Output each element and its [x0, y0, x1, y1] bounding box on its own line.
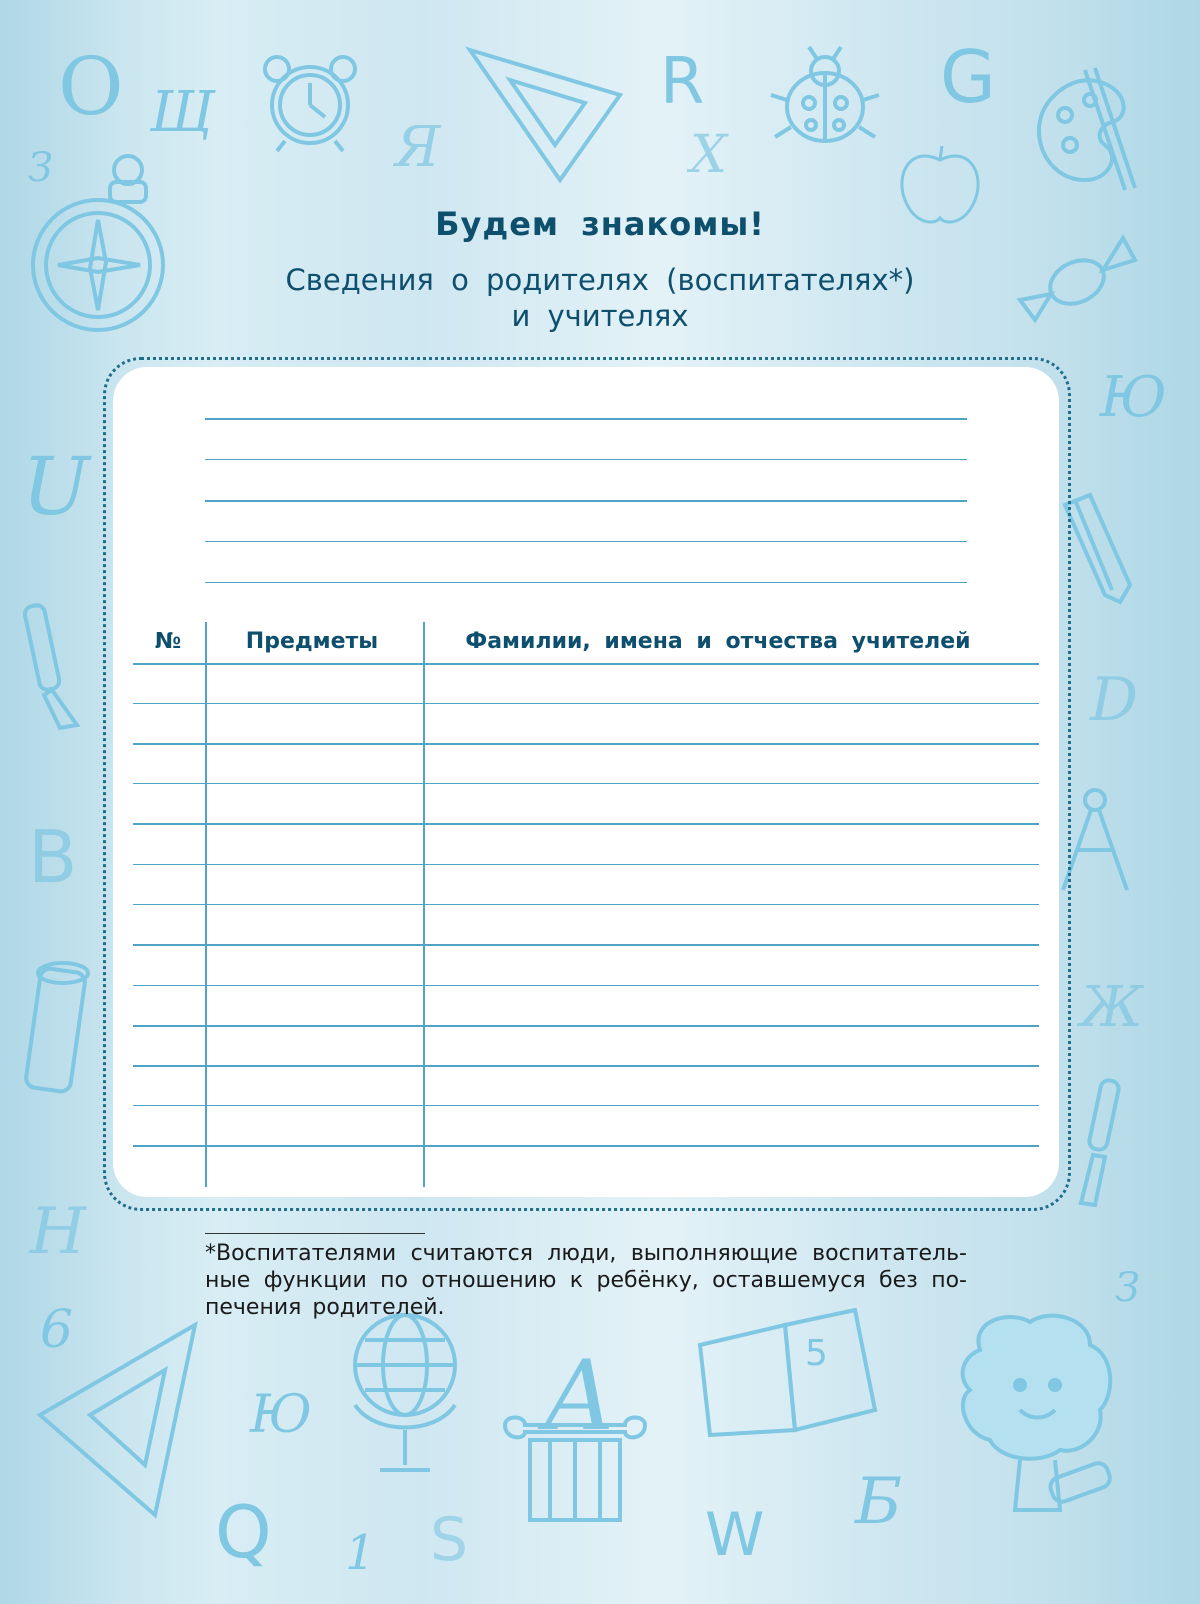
decor-letter: R [660, 45, 705, 119]
table-row[interactable] [133, 783, 1039, 784]
parent-info-line-5[interactable] [205, 582, 967, 583]
scroll-icon [18, 955, 98, 1105]
parent-info-line-1[interactable] [205, 418, 967, 420]
decor-letter: Q [215, 1490, 272, 1574]
brush-icon [1065, 1075, 1135, 1215]
decor-letter: G [940, 35, 996, 119]
decor-letter: Ж [1080, 975, 1143, 1040]
decor-letter: О [58, 40, 124, 133]
page-subtitle [0, 262, 1200, 334]
decor-letter: U [22, 440, 90, 533]
decor-letter: X [690, 125, 728, 185]
decor-letter: A [545, 1340, 615, 1452]
footnote-text: *Воспитателями считаются люди, выполняющие воспитатель-ные функции по отношению к ребёнку, оставшемуся без по-печения родителей. [205, 1241, 967, 1320]
open-book-icon [695, 1305, 885, 1445]
decor-letter: Щ [150, 80, 214, 145]
decor-letter: 6 [40, 1300, 74, 1360]
subtitle-line-2: и учителях [511, 299, 689, 333]
palette-icon [1030, 60, 1140, 200]
decor-letter: D [1090, 665, 1139, 735]
footnote-rule [205, 1233, 425, 1234]
decor-letter: З [28, 145, 53, 191]
decor-letter: Я [395, 115, 441, 180]
page-title: Будем знакомы! [435, 205, 765, 243]
column-header-teacher-names: Фамилии, имена и отчества учителей [465, 629, 971, 654]
pencil-icon [1060, 490, 1140, 605]
subtitle-line-1: Сведения о родителях (воспитателях*) [285, 263, 915, 297]
parent-info-line-3[interactable] [205, 500, 967, 502]
decor-letter: З [1115, 1265, 1140, 1311]
column-header-number: № [154, 629, 182, 654]
table-row[interactable] [133, 985, 1039, 986]
table-row[interactable] [133, 944, 1039, 946]
table-row[interactable] [133, 1025, 1039, 1027]
table-row[interactable] [133, 1105, 1039, 1106]
table-row[interactable] [133, 1065, 1039, 1067]
form-card [113, 367, 1059, 1197]
decor-letter: 1 [345, 1525, 376, 1581]
decor-letter: Б [855, 1465, 903, 1539]
set-square-icon [35, 1320, 205, 1520]
alarm-clock-icon [255, 45, 365, 155]
decor-letter: Н [30, 1195, 86, 1269]
column-icon [500, 1410, 650, 1530]
parent-info-line-4[interactable] [205, 541, 967, 542]
decor-letter: S [430, 1505, 469, 1575]
parent-info-line-2[interactable] [205, 459, 967, 460]
table-row[interactable] [133, 703, 1039, 704]
book-page-number: 5 [805, 1333, 828, 1374]
decor-letter: Ю [1100, 365, 1167, 430]
globe-icon [345, 1305, 465, 1485]
decor-letter: W [705, 1500, 765, 1570]
fountain-pen-icon [22, 600, 82, 735]
table-row[interactable] [133, 1145, 1039, 1147]
table-row[interactable] [133, 864, 1039, 865]
ladybug-icon [765, 45, 885, 160]
decor-letter: Ю [250, 1385, 313, 1445]
table-row[interactable] [133, 743, 1039, 745]
table-row[interactable] [133, 663, 1039, 665]
column-header-subjects: Предметы [245, 629, 379, 654]
set-square-icon [465, 45, 625, 185]
child-character-icon [940, 1310, 1140, 1540]
table-row[interactable] [133, 904, 1039, 905]
table-row[interactable] [133, 823, 1039, 825]
decor-letter: B [28, 815, 78, 899]
